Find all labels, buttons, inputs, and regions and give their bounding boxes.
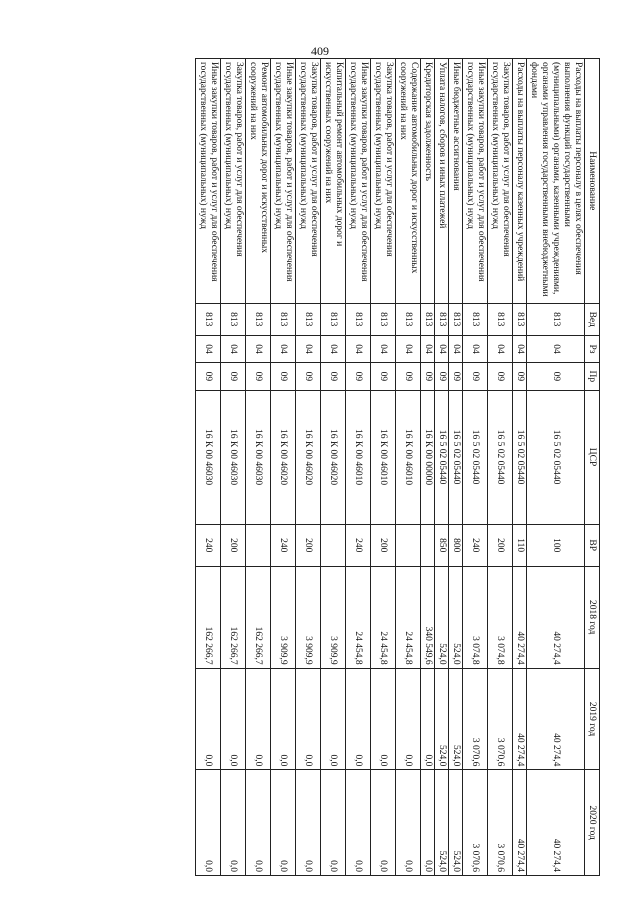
cell-vr: 240 <box>346 524 371 566</box>
cell-name: Капитальный ремонт автомобильных дорог и искусственных сооружений на них <box>321 59 346 304</box>
cell-pr: 09 <box>196 363 221 390</box>
cell-pr: 09 <box>463 363 488 390</box>
table-row <box>488 59 513 876</box>
cell-2019: 0,0 <box>246 668 271 770</box>
cell-csr: 16 К 00 46030 <box>246 390 271 524</box>
cell-2018: 162 266,7 <box>196 566 221 668</box>
cell-2020: 0,0 <box>371 770 396 876</box>
cell-2019: 0,0 <box>271 668 296 770</box>
cell-2019: 3 070,6 <box>463 668 488 770</box>
cell-2020: 0,0 <box>196 770 221 876</box>
cell-ved: 813 <box>421 303 435 335</box>
cell-2019: 0,0 <box>371 668 396 770</box>
cell-ved: 813 <box>463 303 488 335</box>
cell-pr: 09 <box>321 363 346 390</box>
table-row <box>371 59 396 876</box>
cell-rz: 04 <box>196 335 221 362</box>
cell-rz: 04 <box>513 335 527 362</box>
cell-name: Иные закупки товаров, работ и услуг для обеспечения государственных (муниципальных) нужд <box>463 59 488 304</box>
cell-2018: 524,0 <box>435 566 449 668</box>
cell-name: Закупка товаров, работ и услуг для обеспечения государственных (муниципальных) нужд <box>221 59 246 304</box>
header-csr: ЦСР <box>585 390 600 524</box>
header-ved: Вед <box>585 303 600 335</box>
table-row <box>449 59 463 876</box>
cell-2019: 40 274,4 <box>527 668 585 770</box>
page-number: 409 <box>311 44 329 58</box>
cell-name: Закупка товаров, работ и услуг для обеспечения государственных (муниципальных) нужд <box>371 59 396 304</box>
cell-2020: 0,0 <box>221 770 246 876</box>
cell-ved: 813 <box>321 303 346 335</box>
cell-pr: 09 <box>421 363 435 390</box>
cell-rz: 04 <box>421 335 435 362</box>
cell-2020: 524,0 <box>435 770 449 876</box>
cell-2018: 40 274,4 <box>527 566 585 668</box>
cell-2020: 3 070,6 <box>463 770 488 876</box>
cell-vr: 200 <box>488 524 513 566</box>
table-row <box>196 59 221 876</box>
cell-2019: 0,0 <box>221 668 246 770</box>
header-2020: 2020 год <box>585 770 600 876</box>
cell-ved: 813 <box>296 303 321 335</box>
table-row <box>346 59 371 876</box>
header-2019: 2019 год <box>585 668 600 770</box>
cell-csr: 16 5 02 05440 <box>527 390 585 524</box>
cell-pr: 09 <box>527 363 585 390</box>
cell-2018: 3 909,9 <box>296 566 321 668</box>
table-row <box>321 59 346 876</box>
cell-rz: 04 <box>321 335 346 362</box>
cell-csr: 16 К 00 46010 <box>346 390 371 524</box>
cell-2019: 524,0 <box>449 668 463 770</box>
table-row <box>271 59 296 876</box>
cell-ved: 813 <box>196 303 221 335</box>
cell-2020: 0,0 <box>296 770 321 876</box>
cell-ved: 813 <box>246 303 271 335</box>
cell-2019: 0,0 <box>396 668 421 770</box>
cell-2018: 3 909,9 <box>321 566 346 668</box>
cell-rz: 04 <box>527 335 585 362</box>
cell-pr: 09 <box>246 363 271 390</box>
cell-vr: 200 <box>371 524 396 566</box>
cell-vr <box>321 524 346 566</box>
cell-vr <box>421 524 435 566</box>
cell-csr: 16 5 02 05440 <box>488 390 513 524</box>
cell-pr: 09 <box>435 363 449 390</box>
cell-csr: 16 5 02 05440 <box>435 390 449 524</box>
cell-vr: 800 <box>449 524 463 566</box>
header-rz: Рз <box>585 335 600 362</box>
cell-csr: 16 К 00 46010 <box>371 390 396 524</box>
cell-rz: 04 <box>371 335 396 362</box>
cell-pr: 09 <box>346 363 371 390</box>
cell-name: Расходы на выплаты персоналу в целях обеспечения выполнения функций государственными (муниципальными) органами, казенными учреждениями, органами управления государственными внебюджетными фондами <box>527 59 585 304</box>
cell-rz: 04 <box>435 335 449 362</box>
cell-2019: 3 070,6 <box>488 668 513 770</box>
cell-name: Иные закупки товаров, работ и услуг для обеспечения государственных (муниципальных) нужд <box>271 59 296 304</box>
cell-2020: 0,0 <box>346 770 371 876</box>
cell-2018: 3 074,8 <box>488 566 513 668</box>
header-name: Наименование <box>585 59 600 304</box>
cell-vr: 240 <box>271 524 296 566</box>
cell-pr: 09 <box>296 363 321 390</box>
cell-ved: 813 <box>488 303 513 335</box>
cell-2018: 340 549,6 <box>421 566 435 668</box>
cell-2019: 524,0 <box>435 668 449 770</box>
table-row <box>463 59 488 876</box>
cell-2020: 0,0 <box>271 770 296 876</box>
cell-2020: 3 070,6 <box>488 770 513 876</box>
cell-vr: 100 <box>527 524 585 566</box>
cell-vr: 240 <box>196 524 221 566</box>
cell-name: Уплата налогов, сборов и иных платежей <box>435 59 449 304</box>
cell-vr: 110 <box>513 524 527 566</box>
cell-rz: 04 <box>463 335 488 362</box>
cell-name: Кредиторская задолженность <box>421 59 435 304</box>
cell-2018: 3 074,8 <box>463 566 488 668</box>
rotated-table-container <box>72 58 600 876</box>
cell-pr: 09 <box>396 363 421 390</box>
cell-2018: 162 266,7 <box>221 566 246 668</box>
cell-2018: 162 266,7 <box>246 566 271 668</box>
cell-csr: 16 К 00 00000 <box>421 390 435 524</box>
cell-pr: 09 <box>488 363 513 390</box>
cell-csr: 16 К 00 46030 <box>196 390 221 524</box>
cell-ved: 813 <box>346 303 371 335</box>
cell-2019: 0,0 <box>421 668 435 770</box>
cell-2018: 24 454,8 <box>371 566 396 668</box>
cell-rz: 04 <box>271 335 296 362</box>
cell-ved: 813 <box>221 303 246 335</box>
table-row <box>513 59 527 876</box>
cell-rz: 04 <box>449 335 463 362</box>
cell-ved: 813 <box>527 303 585 335</box>
cell-2019: 0,0 <box>196 668 221 770</box>
table-row <box>246 59 271 876</box>
header-vr: ВР <box>585 524 600 566</box>
cell-csr: 16 К 00 46020 <box>321 390 346 524</box>
cell-name: Иные бюджетные ассигнования <box>449 59 463 304</box>
cell-vr: 240 <box>463 524 488 566</box>
table-header-row <box>585 59 600 876</box>
cell-2020: 40 274,4 <box>513 770 527 876</box>
cell-2019: 0,0 <box>321 668 346 770</box>
cell-ved: 813 <box>371 303 396 335</box>
cell-2020: 0,0 <box>396 770 421 876</box>
cell-csr: 16 К 00 46010 <box>396 390 421 524</box>
cell-2018: 24 454,8 <box>346 566 371 668</box>
cell-pr: 09 <box>371 363 396 390</box>
cell-rz: 04 <box>246 335 271 362</box>
cell-2019: 0,0 <box>346 668 371 770</box>
cell-vr <box>396 524 421 566</box>
cell-2018: 40 274,4 <box>513 566 527 668</box>
cell-2019: 0,0 <box>296 668 321 770</box>
cell-rz: 04 <box>296 335 321 362</box>
cell-pr: 09 <box>449 363 463 390</box>
cell-2020: 0,0 <box>246 770 271 876</box>
cell-2020: 40 274,4 <box>527 770 585 876</box>
cell-2018: 524,0 <box>449 566 463 668</box>
cell-csr: 16 К 00 46030 <box>221 390 246 524</box>
table-row <box>421 59 435 876</box>
cell-ved: 813 <box>271 303 296 335</box>
table-row <box>527 59 585 876</box>
cell-csr: 16 5 02 05440 <box>463 390 488 524</box>
cell-rz: 04 <box>488 335 513 362</box>
table-row <box>396 59 421 876</box>
cell-rz: 04 <box>346 335 371 362</box>
cell-vr: 200 <box>221 524 246 566</box>
table-row <box>435 59 449 876</box>
cell-vr: 850 <box>435 524 449 566</box>
cell-rz: 04 <box>396 335 421 362</box>
cell-name: Иные закупки товаров, работ и услуг для обеспечения государственных (муниципальных) нужд <box>346 59 371 304</box>
cell-2019: 40 274,4 <box>513 668 527 770</box>
cell-csr: 16 К 00 46020 <box>296 390 321 524</box>
cell-2018: 24 454,8 <box>396 566 421 668</box>
cell-name: Закупка товаров, работ и услуг для обеспечения государственных (муниципальных) нужд <box>488 59 513 304</box>
table-body <box>196 59 585 876</box>
cell-ved: 813 <box>513 303 527 335</box>
budget-table <box>195 58 600 876</box>
cell-csr: 16 5 02 05440 <box>449 390 463 524</box>
header-pr: Пр <box>585 363 600 390</box>
cell-name: Иные закупки товаров, работ и услуг для обеспечения государственных (муниципальных) нужд <box>196 59 221 304</box>
cell-rz: 04 <box>221 335 246 362</box>
cell-pr: 09 <box>271 363 296 390</box>
cell-vr <box>246 524 271 566</box>
cell-name: Ремонт автомобильных дорог и искусственных сооружений на них <box>246 59 271 304</box>
cell-vr: 200 <box>296 524 321 566</box>
table-row <box>296 59 321 876</box>
cell-csr: 16 5 02 05440 <box>513 390 527 524</box>
cell-2020: 0,0 <box>321 770 346 876</box>
cell-pr: 09 <box>221 363 246 390</box>
header-2018: 2018 год <box>585 566 600 668</box>
cell-2020: 0,0 <box>421 770 435 876</box>
cell-csr: 16 К 00 46020 <box>271 390 296 524</box>
cell-name: Закупка товаров, работ и услуг для обеспечения государственных (муниципальных) нужд <box>296 59 321 304</box>
cell-name: Расходы на выплаты персоналу казенных учреждений <box>513 59 527 304</box>
cell-ved: 813 <box>449 303 463 335</box>
cell-2020: 524,0 <box>449 770 463 876</box>
cell-ved: 813 <box>396 303 421 335</box>
cell-2018: 3 909,9 <box>271 566 296 668</box>
cell-ved: 813 <box>435 303 449 335</box>
cell-pr: 09 <box>513 363 527 390</box>
table-row <box>221 59 246 876</box>
cell-name: Содержание автомобильных дорог и искусственных сооружений на них <box>396 59 421 304</box>
